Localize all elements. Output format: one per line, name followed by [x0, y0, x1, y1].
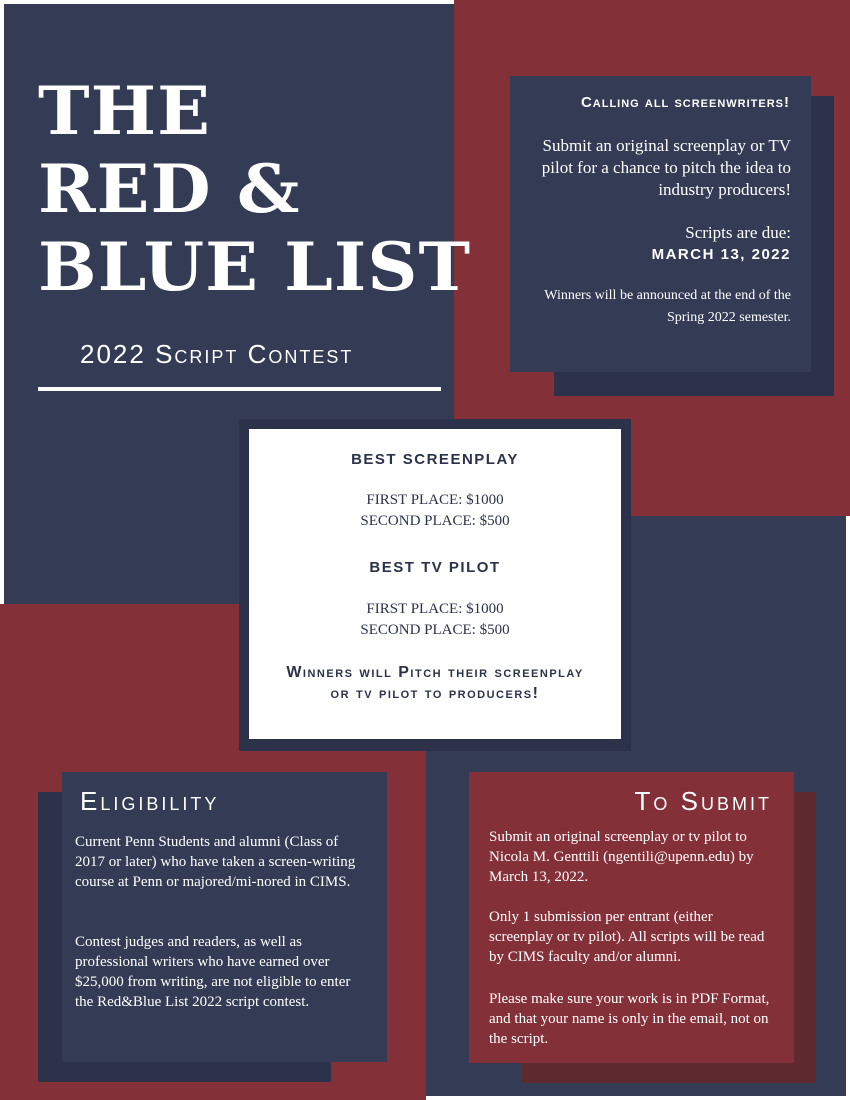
pitch-note: Winners will Pitch their screenplay or tv pilot to producers!	[286, 664, 584, 702]
call-heading: Calling all screenwriters!	[580, 94, 790, 111]
submit-para-2: Only 1 submission per entrant (either screenplay or tv pilot). All scripts will be read by CIMS faculty and/or alumni.	[489, 909, 765, 965]
contest-subtitle: 2022 Script Contest	[80, 339, 354, 369]
call-body: Submit an original screenplay or TV pilot for a chance to pitch the idea to industry producers!	[541, 136, 791, 199]
announce-note: Winners will be announced at the end of the Spring 2022 semester.	[544, 288, 791, 325]
white-strip-bottom	[426, 1096, 850, 1100]
submit-para-3: Please make sure your work is in PDF Format, and that your name is only in the email, not on the script.	[489, 991, 770, 1047]
title-line-2: RED &	[38, 150, 301, 228]
title-line-1: THE	[38, 72, 212, 150]
eligibility-heading: Eligibility	[80, 786, 220, 816]
best-screenplay-heading: BEST SCREENPLAY	[351, 451, 519, 468]
tv-first-place: FIRST PLACE: $1000	[366, 601, 504, 617]
screenplay-first-place: FIRST PLACE: $1000	[366, 492, 504, 508]
eligibility-para-2: Contest judges and readers, as well as professional writers who have earned over $25,000 from writing, are not eligible to enter the Red&Blue List 2022 script contest.	[75, 934, 351, 1010]
screenplay-second-place: SECOND PLACE: $500	[360, 513, 510, 529]
white-strip-right	[846, 516, 850, 1100]
title-underline	[38, 387, 441, 391]
due-date: MARCH 13, 2022	[651, 246, 791, 263]
title-line-3: BLUE LIST	[38, 228, 472, 306]
submit-heading: To Submit	[634, 786, 772, 816]
submit-para-1: Submit an original screenplay or tv pilot to Nicola M. Genttili (ngentili@upenn.edu) by March 13, 2022.	[489, 829, 754, 885]
due-label: Scripts are due:	[685, 223, 791, 242]
eligibility-para-1: Current Penn Students and alumni (Class of 2017 or later) who have taken a screen-writing course at Penn or majored/mi-nored in CIMS.	[75, 834, 356, 890]
tv-second-place: SECOND PLACE: $500	[360, 622, 510, 638]
poster-title	[38, 72, 472, 306]
best-tv-pilot-heading: BEST TV PILOT	[369, 559, 501, 576]
